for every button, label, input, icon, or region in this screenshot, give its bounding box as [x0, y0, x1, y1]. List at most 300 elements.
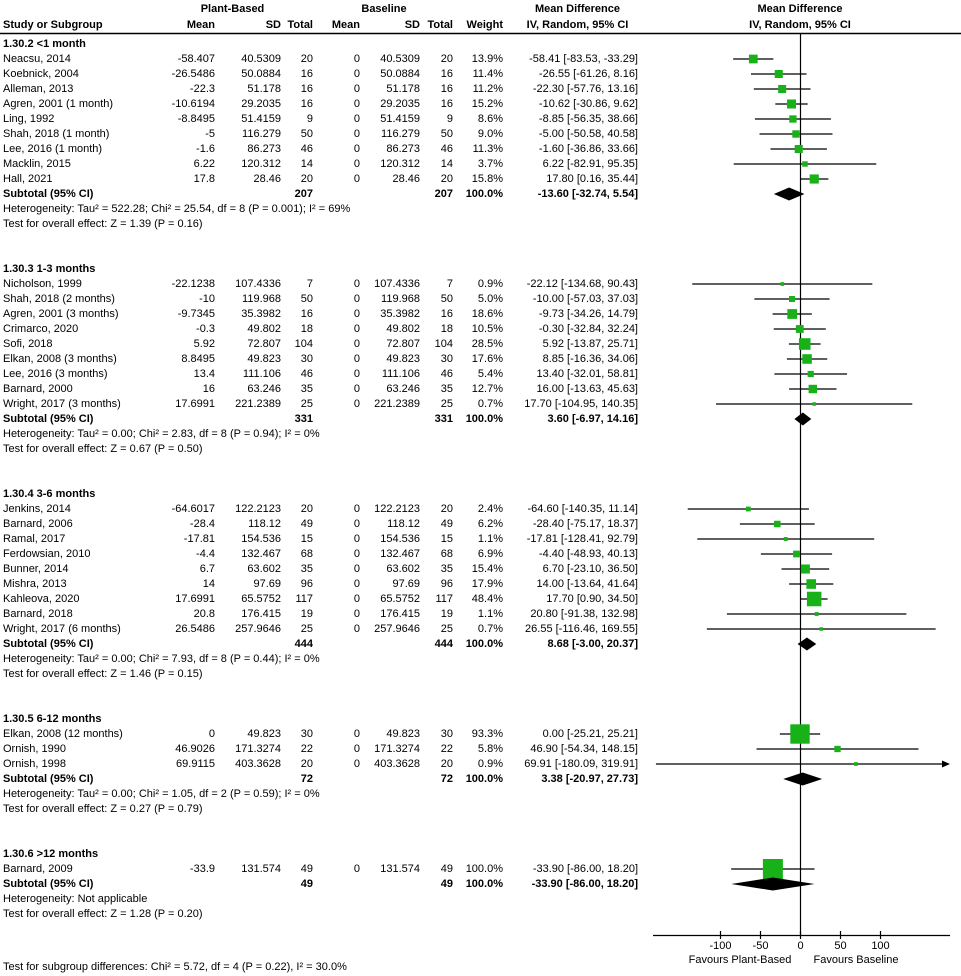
bl-total: 68: [440, 548, 453, 560]
subtotal-weight: 100.0%: [465, 188, 503, 200]
bl-total: 49: [440, 518, 453, 530]
axis-tick-label: -50: [752, 940, 769, 952]
study-row: [0, 607, 648, 622]
study-row: [0, 112, 648, 127]
pb-sd: 49.802: [247, 323, 281, 335]
axis-tick-label: 0: [797, 940, 804, 952]
pb-sd: 171.3274: [235, 743, 281, 755]
pb-mean: 17.8: [193, 173, 215, 185]
pb-mean: 0: [208, 728, 215, 740]
ci-text: 5.92 [-13.87, 25.71]: [542, 338, 638, 350]
overall-test-text: Test for overall effect: Z = 1.39 (P = 0.16): [3, 218, 203, 230]
weight: 13.9%: [471, 53, 503, 65]
bl-mean: 0: [353, 353, 360, 365]
subtotal-pb-total: 331: [294, 413, 313, 425]
ci-text: 69.91 [-180.09, 319.91]: [524, 758, 638, 770]
pb-total: 49: [300, 863, 313, 875]
study-row: [0, 382, 648, 397]
study-name: Ferdowsian, 2010: [3, 548, 91, 560]
effect-square: [789, 115, 796, 122]
heterogeneity-row: [0, 787, 648, 802]
pb-total: 104: [294, 338, 313, 350]
study-row: [0, 727, 648, 742]
subtotal-pb-total: 72: [300, 773, 313, 785]
pb-total-column-header: Total: [287, 19, 313, 31]
ci-text: 0.00 [-25.21, 25.21]: [542, 728, 638, 740]
pb-total: 16: [300, 83, 313, 95]
subtotal-bl-total: 72: [440, 773, 453, 785]
ci-text: 20.80 [-91.38, 132.98]: [530, 608, 638, 620]
study-name: Neacsu, 2014: [3, 53, 71, 65]
pb-mean: -4.4: [196, 548, 215, 560]
effect-square: [763, 859, 783, 879]
study-name: Ling, 1992: [3, 113, 55, 125]
bl-mean: 0: [353, 578, 360, 590]
subtotal-row: [0, 412, 648, 427]
effect-square: [749, 55, 758, 64]
bl-total: 30: [440, 728, 453, 740]
study-row: [0, 517, 648, 532]
bl-mean-column-header: Mean: [331, 19, 360, 31]
weight: 0.9%: [477, 278, 503, 290]
pb-mean: -33.9: [189, 863, 215, 875]
ci-text: 14.00 [-13.64, 41.64]: [536, 578, 638, 590]
weight: 15.4%: [471, 563, 503, 575]
bl-sd: 97.69: [392, 578, 420, 590]
mean-difference-text-header: Mean Difference: [535, 3, 620, 15]
bl-sd: 50.0884: [380, 68, 420, 80]
bl-mean: 0: [353, 533, 360, 545]
overall-test-text: Test for overall effect: Z = 1.28 (P = 0.20): [3, 908, 203, 920]
bl-mean: 0: [353, 518, 360, 530]
bl-total: 46: [440, 368, 453, 380]
weight: 2.4%: [477, 503, 503, 515]
pb-mean: -64.6017: [171, 503, 215, 515]
pb-sd: 122.2123: [235, 503, 281, 515]
ci-text: 17.80 [0.16, 35.44]: [546, 173, 638, 185]
ci-text: 26.55 [-116.46, 169.55]: [525, 623, 638, 635]
subtotal-diamond: [731, 878, 814, 891]
heterogeneity-row: [0, 652, 648, 667]
study-name: Elkan, 2008 (3 months): [3, 353, 117, 365]
bl-mean: 0: [353, 743, 360, 755]
pb-total: 14: [300, 158, 313, 170]
effect-square: [784, 537, 788, 541]
overall-test-row: [0, 442, 648, 457]
bl-sd: 131.574: [380, 863, 420, 875]
study-name: Barnard, 2009: [3, 863, 73, 875]
heterogeneity-text: Heterogeneity: Not applicable: [3, 893, 148, 905]
effect-square: [808, 371, 814, 377]
pb-total: 20: [300, 53, 313, 65]
ci-text: -9.73 [-34.26, 14.79]: [538, 308, 638, 320]
pb-mean: -8.8495: [177, 113, 215, 125]
pb-mean: -22.1238: [171, 278, 215, 290]
study-name: Shah, 2018 (2 months): [3, 293, 115, 305]
bl-total: 35: [440, 383, 453, 395]
bl-sd: 221.2389: [374, 398, 420, 410]
ci-text: -5.00 [-50.58, 40.58]: [538, 128, 638, 140]
study-name: Agren, 2001 (3 months): [3, 308, 119, 320]
weight: 9.0%: [477, 128, 503, 140]
bl-sd: 118.12: [387, 518, 420, 530]
bl-mean: 0: [353, 863, 360, 875]
bl-sd: 119.968: [381, 293, 420, 305]
effect-square: [787, 309, 797, 319]
pb-mean: -0.3: [196, 323, 215, 335]
effect-square: [789, 296, 795, 302]
bl-total: 14: [440, 158, 453, 170]
pb-total: 46: [300, 368, 313, 380]
study-row: [0, 82, 648, 97]
pb-mean: -1.6: [196, 143, 215, 155]
pb-sd: 28.46: [253, 173, 281, 185]
weight: 100.0%: [465, 863, 503, 875]
overall-test-row: [0, 907, 648, 922]
study-name: Ramal, 2017: [3, 533, 66, 545]
axis-tick-label: -100: [709, 940, 732, 952]
study-name: Lee, 2016 (3 months): [3, 368, 108, 380]
bl-sd: 63.246: [386, 383, 420, 395]
pb-sd: 107.4336: [235, 278, 281, 290]
overall-test-row: [0, 802, 648, 817]
pb-sd: 65.5752: [241, 593, 281, 605]
pb-mean: 17.6991: [175, 398, 215, 410]
study-row: [0, 577, 648, 592]
study-name: Shah, 2018 (1 month): [3, 128, 110, 140]
subgroup-title: 1.30.4 3-6 months: [3, 488, 96, 500]
study-row: [0, 757, 648, 772]
effect-square: [780, 282, 784, 286]
ci-text: 16.00 [-13.63, 45.63]: [536, 383, 638, 395]
bl-total: 16: [440, 98, 453, 110]
pb-sd: 97.69: [253, 578, 281, 590]
pb-total: 20: [300, 173, 313, 185]
pb-sd: 257.9646: [235, 623, 281, 635]
subtotal-bl-total: 331: [434, 413, 453, 425]
bl-mean: 0: [353, 758, 360, 770]
bl-mean: 0: [353, 383, 360, 395]
bl-total: 25: [440, 623, 453, 635]
bl-sd: 49.823: [386, 728, 420, 740]
bl-total-column-header: Total: [427, 19, 453, 31]
bl-mean: 0: [353, 368, 360, 380]
bl-sd: 51.4159: [380, 113, 420, 125]
bl-total: 19: [440, 608, 453, 620]
study-row: [0, 97, 648, 112]
pb-total: 16: [300, 308, 313, 320]
bl-total: 20: [440, 173, 453, 185]
bl-mean: 0: [353, 728, 360, 740]
weight: 0.7%: [477, 623, 503, 635]
heterogeneity-row: [0, 427, 648, 442]
ci-text: -17.81 [-128.41, 92.79]: [526, 533, 638, 545]
effect-square: [812, 402, 816, 406]
ci-text: -10.62 [-30.86, 9.62]: [538, 98, 638, 110]
subtotal-weight: 100.0%: [465, 413, 503, 425]
subtotal-row: [0, 877, 648, 892]
bl-mean: 0: [353, 143, 360, 155]
bl-mean: 0: [353, 128, 360, 140]
bl-total: 104: [434, 338, 453, 350]
effect-square: [854, 762, 858, 766]
pb-total: 50: [300, 293, 313, 305]
weight: 11.4%: [472, 68, 503, 80]
effect-square: [810, 174, 819, 183]
ci-text: -22.12 [-134.68, 90.43]: [526, 278, 638, 290]
pb-mean: -22.3: [189, 83, 215, 95]
bl-sd: 257.9646: [374, 623, 420, 635]
overall-test-text: Test for overall effect: Z = 0.27 (P = 0.79): [3, 803, 203, 815]
pb-total: 16: [300, 68, 313, 80]
study-row: [0, 502, 648, 517]
pb-sd: 29.2035: [241, 98, 281, 110]
ci-text: -26.55 [-61.26, 8.16]: [538, 68, 638, 80]
weight: 15.8%: [471, 173, 503, 185]
bl-mean: 0: [353, 278, 360, 290]
study-name: Mishra, 2013: [3, 578, 67, 590]
study-name: Barnard, 2000: [3, 383, 73, 395]
pb-sd: 132.467: [241, 548, 281, 560]
study-name: Barnard, 2006: [3, 518, 73, 530]
effect-square: [746, 507, 751, 512]
weight: 11.2%: [472, 83, 503, 95]
effect-square: [809, 385, 817, 393]
pb-sd: 119.968: [242, 293, 281, 305]
pb-total: 68: [300, 548, 313, 560]
bl-mean: 0: [353, 548, 360, 560]
bl-sd: 40.5309: [380, 53, 420, 65]
pb-sd: 35.3982: [241, 308, 281, 320]
bl-mean: 0: [353, 308, 360, 320]
ci-method-plot-header: IV, Random, 95% CI: [749, 19, 851, 31]
footer-row: [0, 960, 648, 975]
pb-mean: -10: [199, 293, 215, 305]
study-name: Koebnick, 2004: [3, 68, 79, 80]
weight: 5.4%: [477, 368, 503, 380]
pb-mean: 46.9026: [175, 743, 215, 755]
weight: 48.4%: [471, 593, 503, 605]
subtotal-label: Subtotal (95% CI): [3, 773, 94, 785]
pb-total: 49: [300, 518, 313, 530]
favours-right-label: Favours Baseline: [813, 954, 899, 966]
pb-total: 50: [300, 128, 313, 140]
pb-sd: 63.246: [247, 383, 281, 395]
study-row: [0, 157, 648, 172]
ci-text: -1.60 [-36.86, 33.66]: [538, 143, 638, 155]
study-name: Nicholson, 1999: [3, 278, 82, 290]
pb-total: 117: [295, 593, 313, 605]
study-name: Ornish, 1998: [3, 758, 66, 770]
weight: 1.1%: [477, 533, 503, 545]
study-column-header: Study or Subgroup: [3, 19, 103, 31]
bl-sd: 86.273: [386, 143, 420, 155]
bl-mean: 0: [353, 593, 360, 605]
subgroup-title-row: [0, 262, 648, 277]
study-name: Elkan, 2008 (12 months): [3, 728, 123, 740]
study-row: [0, 367, 648, 382]
weight: 0.9%: [477, 758, 503, 770]
bl-sd: 176.415: [380, 608, 420, 620]
effect-square: [799, 338, 811, 350]
subtotal-diamond: [774, 188, 805, 201]
ci-text: 17.70 [0.90, 34.50]: [546, 593, 638, 605]
study-name: Wright, 2017 (3 months): [3, 398, 121, 410]
effect-square: [801, 564, 810, 573]
subtotal-weight: 100.0%: [465, 878, 503, 890]
pb-mean: 5.92: [193, 338, 215, 350]
heterogeneity-row: [0, 202, 648, 217]
subtotal-label: Subtotal (95% CI): [3, 878, 94, 890]
bl-total: 35: [440, 563, 453, 575]
bl-mean: 0: [353, 503, 360, 515]
weight-column-header: Weight: [466, 19, 503, 31]
heterogeneity-row: [0, 892, 648, 907]
pb-total: 30: [300, 353, 313, 365]
header-row-groups: [0, 2, 843, 17]
subgroup-title-row: [0, 712, 648, 727]
bl-mean: 0: [353, 53, 360, 65]
overall-test-text: Test for overall effect: Z = 1.46 (P = 0.15): [3, 668, 203, 680]
pb-mean: 20.8: [193, 608, 215, 620]
ci-text: -33.90 [-86.00, 18.20]: [532, 863, 638, 875]
pb-total: 46: [300, 143, 313, 155]
weight: 17.6%: [471, 353, 503, 365]
subtotal-row: [0, 772, 648, 787]
subtotal-row: [0, 637, 648, 652]
bl-mean: 0: [353, 398, 360, 410]
effect-square: [795, 145, 803, 153]
pb-total: 35: [300, 383, 313, 395]
pb-mean: 69.9115: [176, 758, 215, 770]
bl-total: 30: [440, 353, 453, 365]
heterogeneity-text: Heterogeneity: Tau² = 0.00; Chi² = 1.05, df = 2 (P = 0.59); I² = 0%: [3, 788, 320, 800]
pb-mean: -26.5486: [171, 68, 215, 80]
weight: 11.3%: [472, 143, 503, 155]
pb-sd: 111.106: [242, 368, 281, 380]
subgroup-title: 1.30.3 1-3 months: [3, 263, 96, 275]
axis-tick-label: 100: [871, 940, 890, 952]
effect-square: [792, 130, 799, 137]
bl-sd: 120.312: [380, 158, 420, 170]
study-row: [0, 127, 648, 142]
pb-sd: 154.536: [241, 533, 281, 545]
bl-mean: 0: [353, 158, 360, 170]
bl-mean: 0: [353, 293, 360, 305]
study-row: [0, 562, 648, 577]
plant-based-group-header: Plant-Based: [200, 3, 265, 15]
pb-total: 16: [300, 98, 313, 110]
effect-square: [796, 325, 804, 333]
baseline-group-header: Baseline: [361, 3, 407, 15]
bl-total: 20: [440, 53, 453, 65]
bl-total: 22: [440, 743, 453, 755]
effect-square: [819, 627, 823, 631]
pb-total: 25: [300, 398, 313, 410]
bl-total: 20: [440, 758, 453, 770]
bl-total: 117: [435, 593, 453, 605]
bl-sd: 107.4336: [374, 278, 420, 290]
pb-sd: 131.574: [241, 863, 281, 875]
study-name: Wright, 2017 (6 months): [3, 623, 121, 635]
bl-total: 50: [440, 293, 453, 305]
study-name: Sofi, 2018: [3, 338, 53, 350]
weight: 93.3%: [471, 728, 503, 740]
bl-total: 15: [440, 533, 453, 545]
bl-sd: 63.602: [386, 563, 420, 575]
bl-total: 7: [446, 278, 453, 290]
effect-square: [787, 99, 796, 108]
axis-tick-label: 50: [834, 940, 847, 952]
pb-sd: 86.273: [247, 143, 281, 155]
ci-text: -8.85 [-56.35, 38.66]: [538, 113, 638, 125]
subgroup-title-row: [0, 37, 648, 52]
bl-sd: 51.178: [386, 83, 420, 95]
pb-sd: 120.312: [241, 158, 281, 170]
weight: 28.5%: [471, 338, 503, 350]
pb-total: 18: [300, 323, 313, 335]
ci-text: 17.70 [-104.95, 140.35]: [524, 398, 638, 410]
study-row: [0, 532, 648, 547]
subtotal-weight: 100.0%: [465, 773, 503, 785]
study-row: [0, 322, 648, 337]
pb-mean: 13.4: [193, 368, 215, 380]
subtotal-label: Subtotal (95% CI): [3, 413, 94, 425]
bl-sd: 28.46: [392, 173, 420, 185]
pb-mean-column-header: Mean: [186, 19, 215, 31]
subtotal-pb-total: 444: [294, 638, 313, 650]
subtotal-ci-text: 8.68 [-3.00, 20.37]: [547, 638, 638, 650]
study-row: [0, 622, 648, 637]
pb-mean: -17.81: [183, 533, 215, 545]
bl-total: 9: [446, 113, 453, 125]
pb-mean: 14: [202, 578, 215, 590]
weight: 5.8%: [477, 743, 503, 755]
study-name: Lee, 2016 (1 month): [3, 143, 103, 155]
bl-mean: 0: [353, 83, 360, 95]
study-name: Hall, 2021: [3, 173, 53, 185]
bl-mean: 0: [353, 98, 360, 110]
bl-mean: 0: [353, 608, 360, 620]
study-name: Ornish, 1990: [3, 743, 66, 755]
pb-total: 7: [306, 278, 313, 290]
bl-sd: 29.2035: [380, 98, 420, 110]
subgroup-title: 1.30.6 >12 months: [3, 848, 99, 860]
ci-text: -28.40 [-75.17, 18.37]: [532, 518, 638, 530]
bl-mean: 0: [353, 323, 360, 335]
weight: 5.0%: [477, 293, 503, 305]
effect-square: [774, 521, 780, 527]
effect-square: [778, 85, 786, 93]
weight: 10.5%: [471, 323, 503, 335]
bl-sd: 116.279: [381, 128, 420, 140]
overall-test-row: [0, 667, 648, 682]
study-row: [0, 292, 648, 307]
heterogeneity-text: Heterogeneity: Tau² = 0.00; Chi² = 7.93, df = 8 (P = 0.44); I² = 0%: [3, 653, 320, 665]
weight: 6.9%: [477, 548, 503, 560]
study-name: Jenkins, 2014: [3, 503, 71, 515]
weight: 0.7%: [477, 398, 503, 410]
subtotal-ci-text: 3.38 [-20.97, 27.73]: [541, 773, 638, 785]
pb-total: 20: [300, 503, 313, 515]
subgroup-title-row: [0, 487, 648, 502]
bl-sd: 111.106: [381, 368, 420, 380]
pb-mean: 17.6991: [175, 593, 215, 605]
subtotal-weight: 100.0%: [465, 638, 503, 650]
subtotal-bl-total: 49: [440, 878, 453, 890]
ci-text: 8.85 [-16.36, 34.06]: [542, 353, 638, 365]
subtotal-diamond: [794, 413, 811, 426]
